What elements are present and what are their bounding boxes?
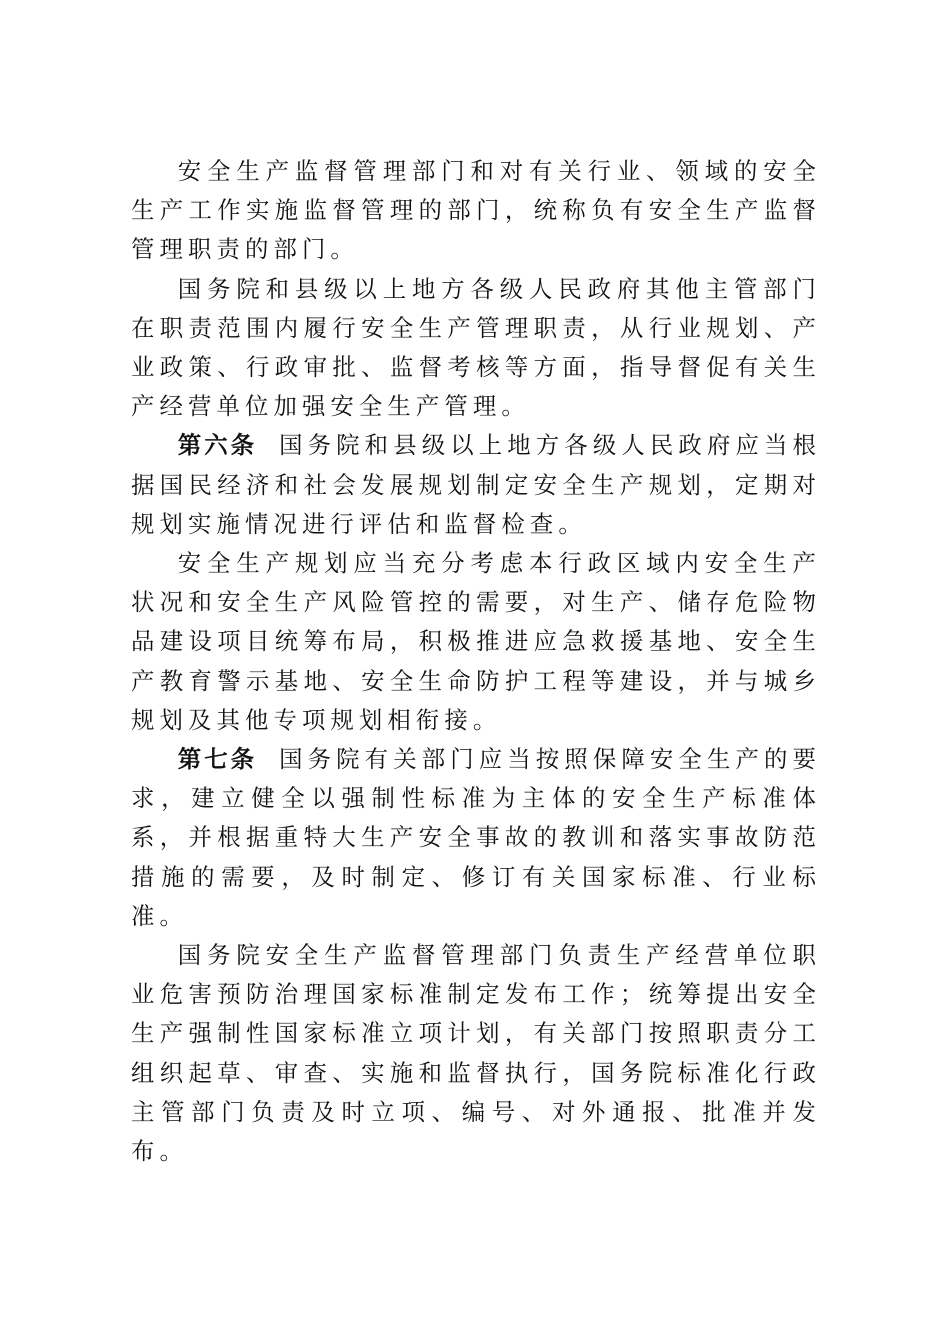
- document-body: [131, 152, 821, 1171]
- paragraph-article-6: [131, 426, 821, 544]
- paragraph-supervision-departments: [131, 152, 821, 270]
- paragraph-text: 国务院和县级以上地方各级人民政府应当根据国民经济和社会发展规划制定安全生产规划，定期对规划实施情况进行评估和监督检查。: [131, 431, 822, 538]
- paragraph-other-departments: [131, 270, 821, 427]
- paragraph-safety-planning: [131, 544, 821, 740]
- paragraph-text: 国务院有关部门应当按照保障安全生产的要求，建立健全以强制性标准为主体的安全生产标准体系，并根据重特大生产安全事故的教训和落实事故防范措施的需要，及时制定、修订有关国家标准、行业标准。: [131, 745, 822, 930]
- article-number: 第七条: [177, 745, 258, 774]
- paragraph-text: 国务院安全生产监督管理部门负责生产经营单位职业危害预防治理国家标准制定发布工作；统筹提出安全生产强制性国家标准立项计划，有关部门按照职责分工组织起草、审查、实施和监督执行，国务院标准化行政主管部门负责及时立项、编号、对外通报、批准并发布。: [131, 941, 821, 1166]
- paragraph-text: 安全生产规划应当充分考虑本行政区域内安全生产状况和安全生产风险管控的需要，对生产、储存危险物品建设项目统筹布局，积极推进应急救援基地、安全生产教育警示基地、安全生命防护工程等建设，并与城乡规划及其他专项规划相衔接。: [131, 549, 821, 734]
- paragraph-text: 国务院和县级以上地方各级人民政府其他主管部门在职责范围内履行安全生产管理职责，从行业规划、产业政策、行政审批、监督考核等方面，指导督促有关生产经营单位加强安全生产管理。: [131, 274, 821, 421]
- paragraph-text: 安全生产监督管理部门和对有关行业、领域的安全生产工作实施监督管理的部门，统称负有安全生产监督管理职责的部门。: [131, 157, 821, 264]
- paragraph-article-7: [131, 740, 821, 936]
- paragraph-national-standards: [131, 936, 821, 1171]
- article-number: 第六条: [177, 431, 258, 460]
